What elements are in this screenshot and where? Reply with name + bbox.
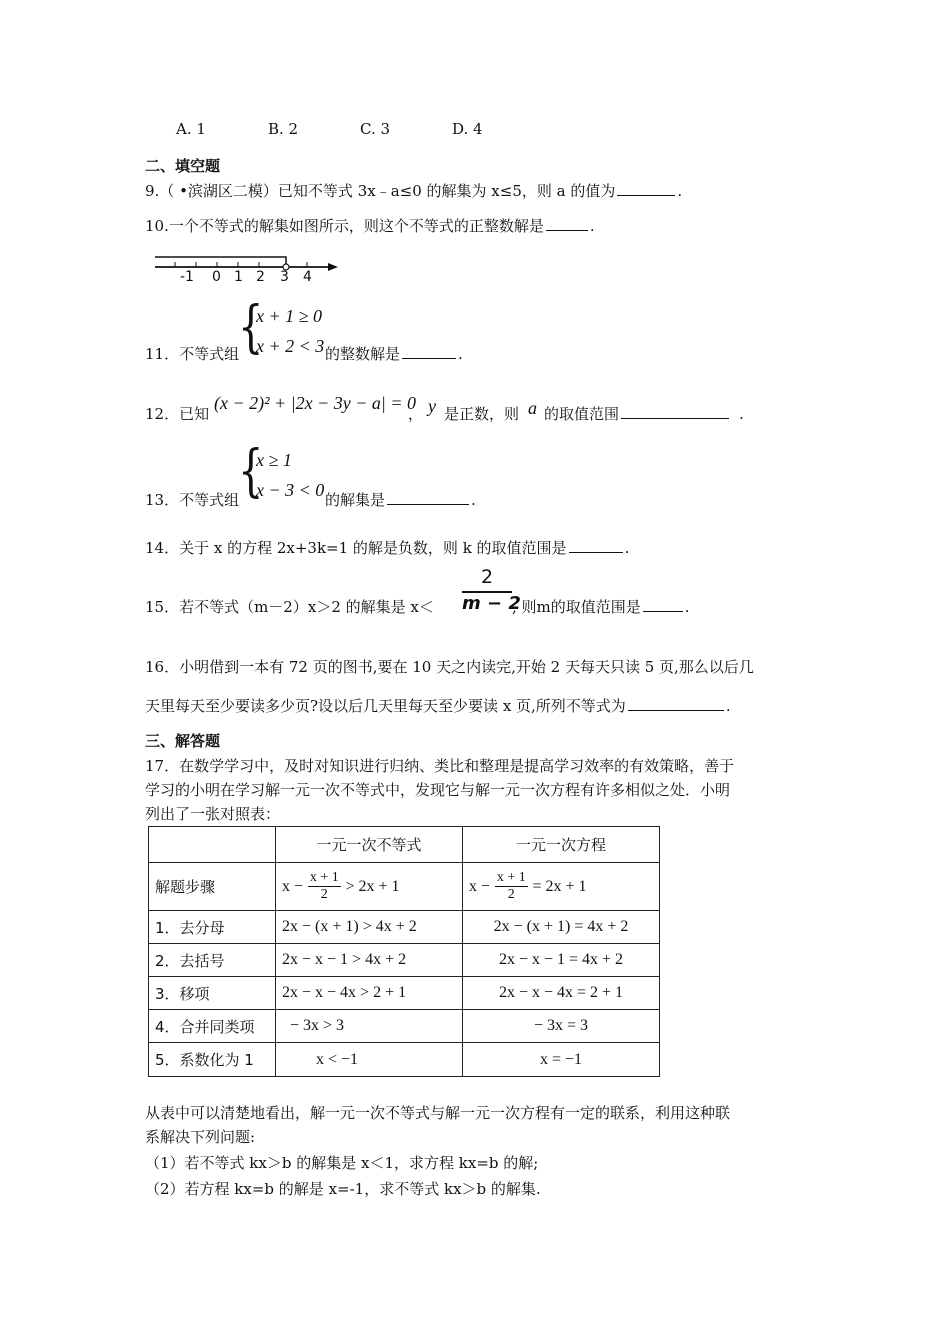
tick-label: 3: [280, 269, 289, 285]
question-12-prefix: 12．已知: [145, 405, 210, 423]
system-equation: x + 1 ≥ 0: [256, 306, 323, 326]
table-cell-eq: 2x − x − 4x = 2 + 1: [463, 977, 660, 1010]
table-cell-eq: 2x − x − 1 = 4x + 2: [463, 944, 660, 977]
table-row-step: 3．移项: [149, 977, 276, 1010]
question-17-line: 列出了一张对照表：: [145, 805, 281, 823]
table-header-cell: [149, 827, 276, 863]
question-17-line: 17．在数学学习中，及时对知识进行归纳、类比和整理是提高学习效率的有效策略，善于: [145, 757, 735, 775]
table-cell-ineq: x − $\frac{x + 1}{2}$ > 2x + 1: [276, 863, 463, 911]
section-title-fill-blank: 二、填空题: [145, 157, 221, 175]
system-brace: {: [238, 439, 264, 505]
question-12-expression: (x − 2)² + |2x − 3y − a| = 0: [214, 393, 416, 413]
table-cell-ineq: − 3x > 3: [276, 1010, 463, 1043]
question-10: 10.一个不等式的解集如图所示，则这个不等式的正整数解是 .: [145, 217, 595, 235]
table-step-label: 解题步骤: [149, 863, 276, 911]
sub-question-1: （1）若不等式 kx＞b 的解集是 x＜1，求方程 kx=b 的解;: [145, 1154, 539, 1172]
tick-label: 0: [212, 269, 221, 285]
tick-label: -1: [180, 269, 194, 285]
question-16-line2: 天里每天至少要读多少页?设以后几天里每天至少要读 x 页,所列不等式为 .: [145, 697, 731, 715]
question-11-suffix: 的整数解是 .: [325, 345, 463, 363]
section-title-answer: 三、解答题: [145, 732, 221, 750]
fraction-numerator: 2: [462, 566, 512, 593]
number-line-figure: [150, 245, 350, 290]
fraction-denominator: m − 2: [462, 593, 521, 614]
tick-label: 2: [256, 269, 265, 285]
table-row-step: 4．合并同类项: [149, 1010, 276, 1043]
question-12-y: y: [428, 396, 436, 416]
table-cell-ineq: 2x − (x + 1) > 4x + 2: [276, 911, 463, 944]
system-equation: x ≥ 1: [256, 450, 292, 470]
table-cell-eq: x − $\frac{x + 1}{2}$ = 2x + 1: [463, 863, 660, 911]
option-d: D. 4: [452, 120, 483, 138]
question-15-prefix: 15．若不等式（m－2）x＞2 的解集是 x＜: [145, 598, 434, 616]
paragraph-line: 系解决下列问题:: [145, 1128, 256, 1146]
option-c: C. 3: [360, 120, 391, 138]
table-header-cell: 一元一次不等式: [276, 827, 463, 863]
question-14: 14．关于 x 的方程 2x+3k=1 的解是负数，则 k 的取值范围是 .: [145, 539, 630, 557]
table-row-step: 2．去括号: [149, 944, 276, 977]
tick-label: 1: [234, 269, 243, 285]
comparison-table: [148, 826, 660, 1077]
paragraph-line: 从表中可以清楚地看出，解一元一次不等式与解一元一次方程有一定的联系，利用这种联: [145, 1104, 731, 1122]
table-header-cell: 一元一次方程: [463, 827, 660, 863]
table-cell-eq: − 3x = 3: [463, 1010, 660, 1043]
table-cell-eq: 2x − (x + 1) = 4x + 2: [463, 911, 660, 944]
table-cell-ineq: 2x − x − 4x > 2 + 1: [276, 977, 463, 1010]
question-17-line: 学习的小明在学习解一元一次不等式中，发现它与解一元一次方程有许多相似之处．小明: [145, 781, 731, 799]
question-13-prefix: 13．不等式组: [145, 491, 240, 509]
tick-label: 4: [303, 269, 312, 285]
question-13-suffix: 的解集是 .: [325, 491, 476, 509]
system-equation: x + 2 < 3: [256, 336, 325, 356]
question-11-prefix: 11．不等式组: [145, 345, 240, 363]
system-equation: x − 3 < 0: [256, 480, 325, 500]
question-9: 9.（ •滨湖区二模）已知不等式 3x﹣a≤0 的解集为 x≤5，则 a 的值为 .: [145, 182, 683, 200]
table-cell-ineq: x < −1: [276, 1043, 463, 1077]
option-a: A. 1: [176, 120, 206, 138]
question-15-fraction: [462, 566, 521, 614]
table-row-step: 5．系数化为 1: [149, 1043, 276, 1077]
question-12-middle: 是正数，则: [444, 405, 520, 423]
table-cell-eq: x = −1: [463, 1043, 660, 1077]
question-15-suffix: , 则m的取值范围是 .: [512, 598, 690, 616]
question-16-line1: 16．小明借到一本有 72 页的图书,要在 10 天之内读完,开始 2 天每天只读 5 页,那么以后几: [145, 658, 754, 676]
sub-question-2: （2）若方程 kx=b 的解是 x=-1，求不等式 kx＞b 的解集.: [145, 1180, 541, 1198]
table-cell-ineq: 2x − x − 1 > 4x + 2: [276, 944, 463, 977]
option-b: B. 2: [268, 120, 299, 138]
system-brace: {: [238, 295, 264, 361]
question-12-suffix: 的取值范围 .: [544, 405, 744, 423]
table-row-step: 1．去分母: [149, 911, 276, 944]
question-12-comma: ，: [408, 405, 424, 423]
question-12-a: a: [528, 398, 537, 418]
